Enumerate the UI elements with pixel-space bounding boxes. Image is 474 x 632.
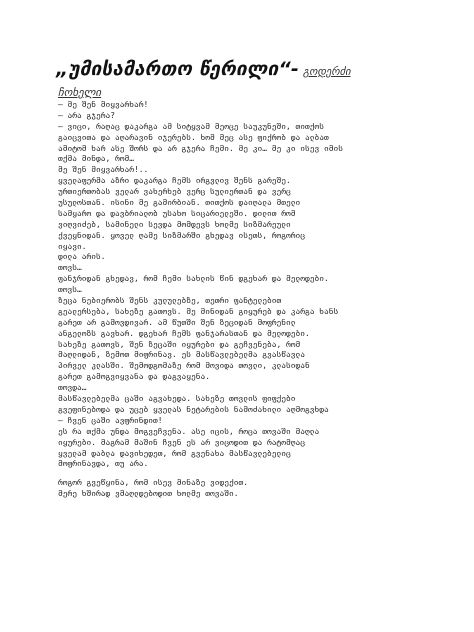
document-subtitle: ჩოხელი [58,86,102,99]
body-line: მე შენ მიყვარხარ!.. [58,165,149,175]
body-line: ფანჯრიდან გხედავ, რომ ჩემი სახლის წინ დგეხარ და მელოდები. [58,274,329,284]
body-line: იყავი. [58,241,87,251]
body-line: მერე ხშირად ვმაღლდებოდით ხოლმე თოვაში. [58,489,239,499]
body-line: – მე შენ მიყვარხარ! [58,100,149,109]
body-line: – არა გჯერა? [58,110,116,120]
body-line: გარეთ არ გამოვდივარ. ამ წუთში შენ ზეციდან მოფრენილ [58,317,296,327]
title-row [56,58,436,80]
body-line: ყველამ დაბლა დავიხედეთ, რომ გვენახა მასწავლებელიც [58,448,291,458]
body-line: უსულოსთან. ისინი მე გამირბიან. თითქოს დაიღალა მთელი [58,198,301,208]
body-line: როგორ გვეწყინა, რომ ისევ მინაზე ვიდექით. [58,478,249,488]
body-line: სამყარო და დავბრიალობ უსახო სიცარიელეში. დილით რომ [58,208,296,218]
body-line: მოფრინავდა, თუ არა. [58,459,149,469]
document-header [56,58,436,99]
document-body [58,100,414,500]
body-line: მაღლიდან, ზემოთ მიფრინავ. ეს მასწავლებელმა გვასწავლა [58,350,306,360]
body-line: თოვს… [58,285,82,295]
body-line: პირველ კლასში. შემოდგომაზე რომ მოვიდა თოვლი, კლასიდან [58,361,310,371]
body-line: გარეთ გამოგვიყვანა და დაგვაყენა. [58,372,211,382]
body-line [58,470,414,478]
body-line: – ჩვენ ცაში ავფრინდით! [58,415,163,425]
document-title: „უმისამართო წერილი“- [56,58,299,80]
body-line: სახეზე გათოვს, შენ ზეცაში იყურები და გეჩვენება, რომ [58,339,301,349]
body-line: – ვიცი, რაღაც დაკარგა ამ სიტყვამ მეოცე საუკუნეში, თითქოს [58,121,325,131]
body-line: გაიცვითა და აღარავინ იჯერებს. ხომ მეც ასე ფიქრობ და ალბათ [58,132,329,142]
body-line: ქვეყნიდან. ყოველ ღამე სიზმარში გხედავ ისეთს, როგორიც [58,230,306,240]
body-line: ამიტომ ხარ ასე შორს და არ გჯერა ჩემი. მე კი… მე კი ისევ იმის [58,143,344,153]
body-line: გვეფინებოდა და უცებ ყველას ნეტარების ნამოძახილი აღმოგვხდა [58,404,329,414]
body-line: თოვდა… [58,383,87,393]
document-author: გოდერძი [302,66,351,78]
body-line: ეს რა თქმა უნდა მოგვეჩვენა. ასე იცის, როცა თოვაში მაღლა [58,426,320,436]
body-line: თქმა მინდა, რომ… [58,154,135,164]
body-line: გეალერსება, სახეზე გათოვს. მე მინიდან გიყურებ და კარგა ხანს [58,306,339,316]
body-line: თოვს… [58,263,82,273]
body-line: იყურები. მაგრამ მაშინ ჩვენ ეს არ ვიცოდით და რატომღაც [58,437,306,447]
body-line: ყველაფერმა აზრი დაკარგა ჩემს ირგვლივ შენს გარეშე. [58,176,291,186]
body-line: ვიღვიძებ, სამინელი სევდა მომდევს ხოლმე სიზმარეული [58,219,291,229]
body-line: ურთიერთობას ველარ ვახერხებ ვერც სულიერთან და ვერც [58,187,291,197]
body-line: ზეცა ნებიერობს შენს კულულებზე, თეთრი ფანტელებით [58,296,282,306]
body-line: მასწავლებელმა ცაში აგვახედა. სახეზე თოვლის ფიფქები [58,394,296,404]
body-line: დილა არის. [58,252,106,262]
body-line: ანგელოზს გავხარ. დგეხარ ჩემს ფანჯარასთან და მელოდები. [58,328,310,338]
